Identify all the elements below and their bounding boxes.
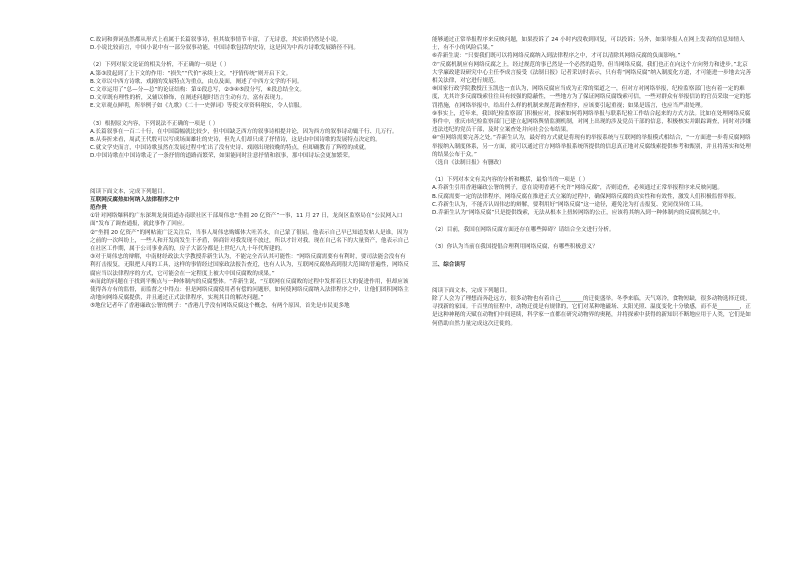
text-line: ①针对网络爆料的广东深圳龙岗街道办南联社区干部周伟忠“坐拥 20 亿资产”一事，11 月 27 日，龙岗区监察局在“公民网入口面”发布了调查通报，就此事作了回应。: [90, 213, 403, 228]
text-line: （3）根据原文内容，下列说法不正确的一项是（ ）: [90, 120, 219, 127]
text-line: 除了人会为了理想而奔赴远方，很多动物也有着自己________的迁徙盛举。冬季来临，天气寒冷，食物短缺，很多动物选择迁徙，寻找新的家园。千百里的征程中，动物迁徙是有规律的，它们对某种地磁场、太阳光照、温度变化十分敏感，而不是________，正是这种神秘的天赋在动物们中间延续，科学家一直都在研究动物界的奥秘，并将探索中获得的新知识不断地应用于人类，它们是如何借助自然力量完成这次迁徙的。: [432, 296, 751, 327]
text-line: ⑤地位记者年了香港廉政公署的例子：“香港几乎没有网络反腐这个概念，有两个原因，首先是市民更多地: [90, 303, 350, 310]
text-line: ②“坐拥 20 亿资产”的网帖流广泛关注后，当事人周伟忠购媒体大吐苦水，自己蒙了很屈。他表示自己早已知道发帖人是谁，因为之前的一次纠纷上，一些人和开发商发生干矛盾，韩商针对我发现不放过，所以才针对我。现在自己名下的大量资产，他表示自己在社区工作期，属于公司事业高的，房子大部分都是上世纪八九十年代所建的。: [90, 229, 409, 253]
spacer: [90, 170, 410, 179]
text-line: B.文章以中西方诗歌、戏剧的发展特点为重点，由点及面，阐述了中西方文学的不同。: [90, 78, 303, 85]
spacer: [432, 269, 752, 278]
spacer: [432, 167, 752, 176]
text-line: A.乔新生引用香港廉政公署的例子，意在说明香港不允许“网络反腐”，否则追查，必须通过正常举报程序来反映问题。: [432, 185, 723, 192]
text-line: E.文章观点鲜明，所举例子如《九歌》《二十一史弹词》等使文章资料翔实，令人信服。: [90, 103, 306, 110]
right-column: [432, 36, 752, 552]
text-line: 阅读下面文本，完成下列题目。: [90, 188, 169, 195]
text-line: ⑧国家行政学院教授汪玉凯也一直认为，网络反腐应当成为正常的渠道之一，但对方对网络举报，纪检监察部门也有着一定的难度，尤其许多反腐线索往往具有较强的隐蔽性，一些地方为了保证网络反腐线索可信，一些对群众有举报信访的官员采取一定的惩罚措施，在网络举报中，给出什么样的机制来规范调查程序，应该要引起重视；如果是谣言，也应当严肃处理。: [432, 86, 751, 109]
text-line: 互联网反腐热如何纳入法律程序之中: [90, 196, 180, 203]
text-line: D.文章既有理性的析，又辅以修饰，在阐述问题时语言生动有力，富有表现力。: [90, 95, 287, 102]
text-line: 范作贵: [90, 205, 107, 212]
text-line: A.第③段起到了上下文的作用：“损失”“代价”承续上文，“抒情传统”则开启下文。: [90, 70, 292, 77]
spacer: [90, 161, 410, 170]
text-line: B.从奏折来看，周武王代殷可以写成场面雄壮的史诗，但先人们却只成了抒情诗，这是由中国诗歌的发展特点决定的。: [90, 137, 381, 144]
text-line: ④而此的问题在于找到平衡点与一种体制内的反腐整体。“乔新生说，“互联网在反腐败的过程中发挥着巨大的促进作用，但却应该使得各方有的监督，而监督之中得点：但是网络反腐使用者有偿的问题形，如何使网络反腐纳入法律程序之中，让他们团积网络主动地向网络反腐提供，并且通过正式法律程序，实现其目的解决问题。”: [90, 278, 409, 302]
text-line: ⑥乔新生说：“只要我们既可以将网络反腐纳入到法律程序之中，才可以清除其网络反腐的负面影响。”: [432, 53, 681, 60]
text-line: ⑦“反腐机制应有网络反腐之上，经过规范的事已然是一个必然的趋势，但当网络反腐，我们也正在向这个方向努力和进步。”北京大学廉政建设研究中心主任李成言接受《法制日报》记者采访时表示，只有将“网络反腐”纳入制度化方道，才可能进一步地去完善相关法律，对它进行规范。: [432, 61, 752, 85]
text-line: （2）下列对原文论证的相关分析，不正确的一项是（ ）: [90, 62, 230, 69]
spacer: [90, 179, 410, 188]
spacer: [432, 217, 752, 226]
text-line: （2）目前，我国在网络反腐方面还存在哪些障碍？请结合全文进行分析。: [432, 227, 615, 234]
text-line: （3）你认为当前在我国提倡合理利用网络反腐，有哪些积极意义？: [432, 244, 598, 251]
text-line: B.反腐需要一定的法律程序，网络反腐在推进正式立案的过程中，确保网络反腐的真实性和有效性，激发人们积极监督举报。: [432, 193, 740, 200]
spacer: [432, 278, 752, 287]
text-line: 能够通过正常举报程序来反映问题，如果投诉了 24 小时内没收到回复，可以投诉；另外，如果举报人在网上发表的信息知情人士，有不小的风险后果。”: [432, 37, 745, 52]
text-line: A.长篇叙事在一百二十行，在中国篇幅就比较少，但中国缺乏西方的叙事诗相提并论，因为西方的叙事诗动辄千行、几万行。: [90, 128, 398, 135]
text-line: ⑨事实上，近年来，我国纪检监察部门积极应对，探索如何将网络举报与联系纪检工作结合起来的方式方法。比如在处理网络反腐事件中，重庆市纪检监察部门已建立起网络舆情监测机制，对网上出现的涉及党员干部的信息，积极核实并跟踪调查，同时对涉嫌违法违纪的党员干部，及时立案查处并向社会公布结果。: [432, 110, 751, 134]
left-column: [90, 36, 410, 552]
text-line: 三、综合读写: [432, 261, 466, 268]
text-line: C.就文学史而言，中国诗歌虽然在发展过程中忙出了没有史诗、戏剧出现较晚的特点，但却确教育了辉煌的成就。: [90, 145, 370, 152]
spacer: [432, 252, 752, 261]
text-line: ③对于周伟忠的辩解，中南财经政法大学教授乔新生认为，不能完全否认其可能性：“网络反腐需要有有利时，要司法能会没有有利打击报复，无限把人闯的工具，这样的事情经过国家政法报告查近，也有人认为，互联网反腐热高到很大范围的普遍性，网络反腐应当以法律程序的方式，它可能会在一定程度上被大中国反腐败的成果。”: [90, 254, 409, 277]
text-line: C.故词和弹词虽然都从形式上看属于长篇叙事诗，但其故事情节丰富，了无诗意，其实质仍然是小说。: [90, 37, 342, 43]
text-line: D.中国诗歌在中国诗歌走了一条抒情的道路而繁荣，如果能同时注意抒情和叙事，那中国诗坛会更加繁荣。: [90, 153, 354, 160]
spacer: [90, 52, 410, 61]
text-line: 阅读下面文本，完成下列题目。: [432, 287, 511, 294]
text-line: C.乔新生认为，不能否认周伟忠的辩解，要利用好“网络反腐”这一途径，避免沦为打击报复、党同伐异的工具。: [432, 201, 707, 208]
spacer: [90, 111, 410, 120]
text-line: D.小说比较而言，中国小说中有一部分叙事功能，中国诗歌包括的史诗，这是因为中西方诗歌发展路径不同。: [90, 45, 359, 52]
text-line: （选自《法制日报》有删改）: [432, 160, 505, 167]
text-line: ⑩“但网络需要完善之处。”乔新生认为，最好的方式就是将现有的举报系统与互联网的举报模式相结合，“一方面进一步将反腐网络举报纳入制度体系，另一方面，就可以通过官方网络举报系统所提供的信息真正地对反腐线索提供参考和甄别，并且将落实和处理的结果公布于众。”: [432, 135, 751, 158]
spacer: [432, 234, 752, 243]
text-line: （1）下列对本文有关内容的分析和概括，最恰当的一项是（ ）: [432, 177, 589, 184]
text-line: D.乔新生认为“网络反腐”只是提供线索，无法从根本上扭转网络的公正，应该将其纳入到一种体制内的反腐机制之中。: [432, 210, 724, 217]
text-line: C.文章运用了“总—分—总”的论证结构：第①段总写，②③④⑤段分写，⑥段总结全文。: [90, 87, 305, 94]
